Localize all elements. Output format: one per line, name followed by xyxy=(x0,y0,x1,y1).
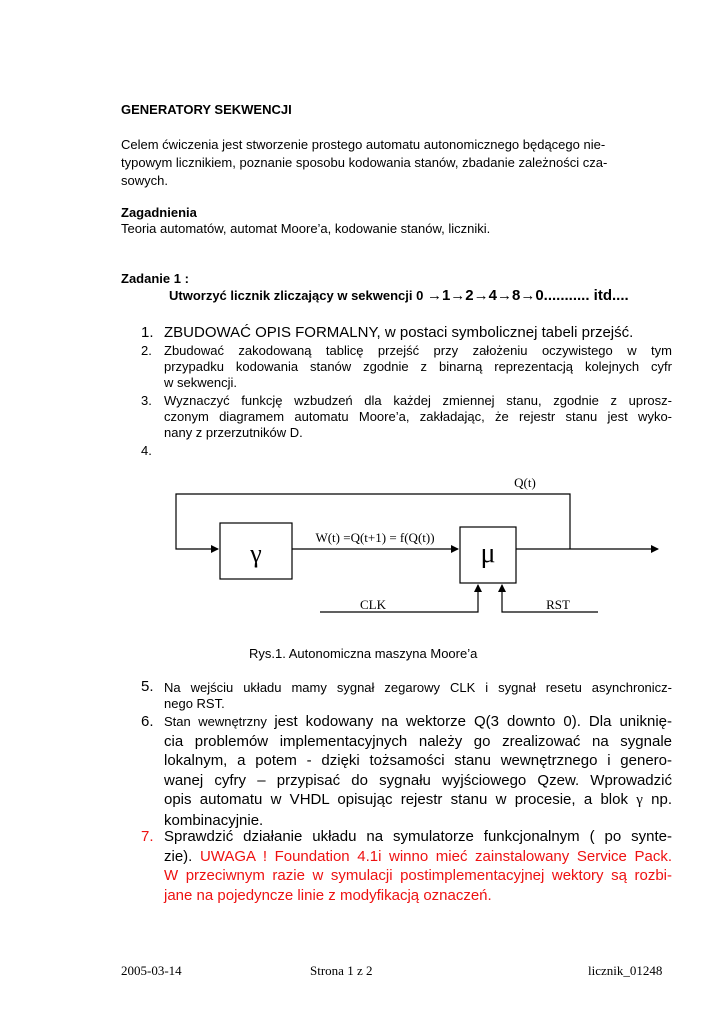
section-heading-zagadnienia: Zagadnienia xyxy=(121,205,197,220)
intro-paragraph xyxy=(121,137,671,191)
list-item-line: w sekwencji. xyxy=(164,375,237,390)
zagadnienia-text: Teoria automatów, automat Moore’a, kodowanie stanów, liczniki. xyxy=(121,221,491,236)
list-item-line: czonym diagramem automatu Moore’a, zakładając, że rejestr stanu jest wyko- xyxy=(164,409,672,424)
list-number: 7. xyxy=(141,828,154,845)
list-item-line: kombinacyjnie. xyxy=(164,811,264,829)
task-sequence: →1→2→4→8→0........... itd.... xyxy=(426,287,629,304)
output-label: Q(t) xyxy=(514,475,536,490)
list-item-line xyxy=(164,790,672,811)
task-heading: Zadanie 1 : xyxy=(121,271,189,286)
list-item-line xyxy=(164,847,672,867)
list-item-3 xyxy=(164,393,672,441)
clk-label: CLK xyxy=(360,597,386,612)
list-item-line xyxy=(164,712,672,732)
list-item-1: ZBUDOWAĆ OPIS FORMALNY, w postaci symbolicznej tabeli przejść. xyxy=(164,324,634,341)
list-item-line: przypadku kodowania stanów zgodnie z binarną reprezentacją kolejnych cyfr xyxy=(164,359,672,374)
list-number: 1. xyxy=(141,324,154,341)
intro-line: Celem ćwiczenia jest stworzenie prostego automatu autonomicznego będącego nie- xyxy=(121,137,606,152)
task-subtitle-prefix: Utworzyć licznik zliczający w sekwencji 0 xyxy=(169,288,427,303)
list-item-line: Sprawdzić działanie układu na symulatorze funkcjonalnym ( po synte- xyxy=(164,828,672,845)
list-item-line: nego RST. xyxy=(164,696,225,711)
footer-date: 2005-03-14 xyxy=(121,963,182,978)
list-item-5 xyxy=(164,680,672,712)
page-title: GENERATORY SEKWENCJI xyxy=(121,102,292,117)
mu-symbol: μ xyxy=(480,538,496,569)
rst-label: RST xyxy=(546,597,570,612)
list-item-fragment: np. xyxy=(642,791,672,808)
warning-text: jane na pojedyncze linie z modyfikacją oznaczeń. xyxy=(164,886,492,904)
list-item-line: wanej cyfry – przypisać do sygnału wyjściowego Qzew. Wprowadzić xyxy=(164,771,672,789)
list-item-line: Zbudować zakodowaną tablicę przejść przy założeniu oczywistego w tym xyxy=(164,343,672,358)
next-state-label: W(t) =Q(t+1) = f(Q(t)) xyxy=(315,530,435,545)
gamma-symbol: γ xyxy=(250,539,262,568)
list-item-fragment: Stan wewnętrzny xyxy=(164,714,275,729)
list-number: 5. xyxy=(141,678,154,695)
list-number: 3. xyxy=(141,393,152,408)
warning-text: UWAGA ! Foundation 4.1i winno mieć zainstalowany Service Pack. xyxy=(199,847,672,865)
list-number: 2. xyxy=(141,343,152,358)
list-item-line: nany z przerzutników D. xyxy=(164,425,303,440)
list-number: 4. xyxy=(141,443,152,458)
list-item-line: lokalnym, a potem - dzięki tożsamości stanu wewnętrznego i genero- xyxy=(164,752,672,769)
intro-line: typowym licznikiem, poznanie sposobu kodowania stanów, zbadanie zależności cza- xyxy=(121,155,608,170)
moore-machine-diagram xyxy=(150,470,670,620)
list-item-line: Wyznaczyć funkcję wzbudzeń dla każdej zmiennej stanu, zgodnie z uprosz- xyxy=(164,393,672,408)
clk-wire xyxy=(320,585,478,612)
list-item-fragment: zie). xyxy=(164,847,200,865)
warning-text: W przeciwnym razie w symulacji postimplementacyjnej wektory są rozbi- xyxy=(164,867,672,884)
list-item-fragment: jest kodowany na wektorze Q(3 downto 0). Dla uniknię- xyxy=(274,713,672,730)
list-item-line: cia problemów implementacyjnych należy go zrealizować na sygnale xyxy=(164,732,672,750)
task-subtitle xyxy=(169,287,629,305)
list-item-6 xyxy=(164,712,672,830)
footer-page-number: Strona 1 z 2 xyxy=(310,963,373,978)
footer-filename: licznik_01248 xyxy=(588,963,663,978)
figure-caption: Rys.1. Autonomiczna maszyna Moore’a xyxy=(249,646,478,661)
intro-line: sowych. xyxy=(121,173,168,188)
list-number: 6. xyxy=(141,713,154,730)
list-item-2 xyxy=(164,343,672,391)
list-item-fragment: opis automatu w VHDL opisując rejestr stanu w procesie, a blok xyxy=(164,791,637,808)
list-item-line: Na wejściu układu mamy sygnał zegarowy CLK i sygnał resetu asynchronicz- xyxy=(164,680,672,695)
list-item-7 xyxy=(164,827,672,905)
gamma-inline-symbol: γ xyxy=(636,792,643,808)
